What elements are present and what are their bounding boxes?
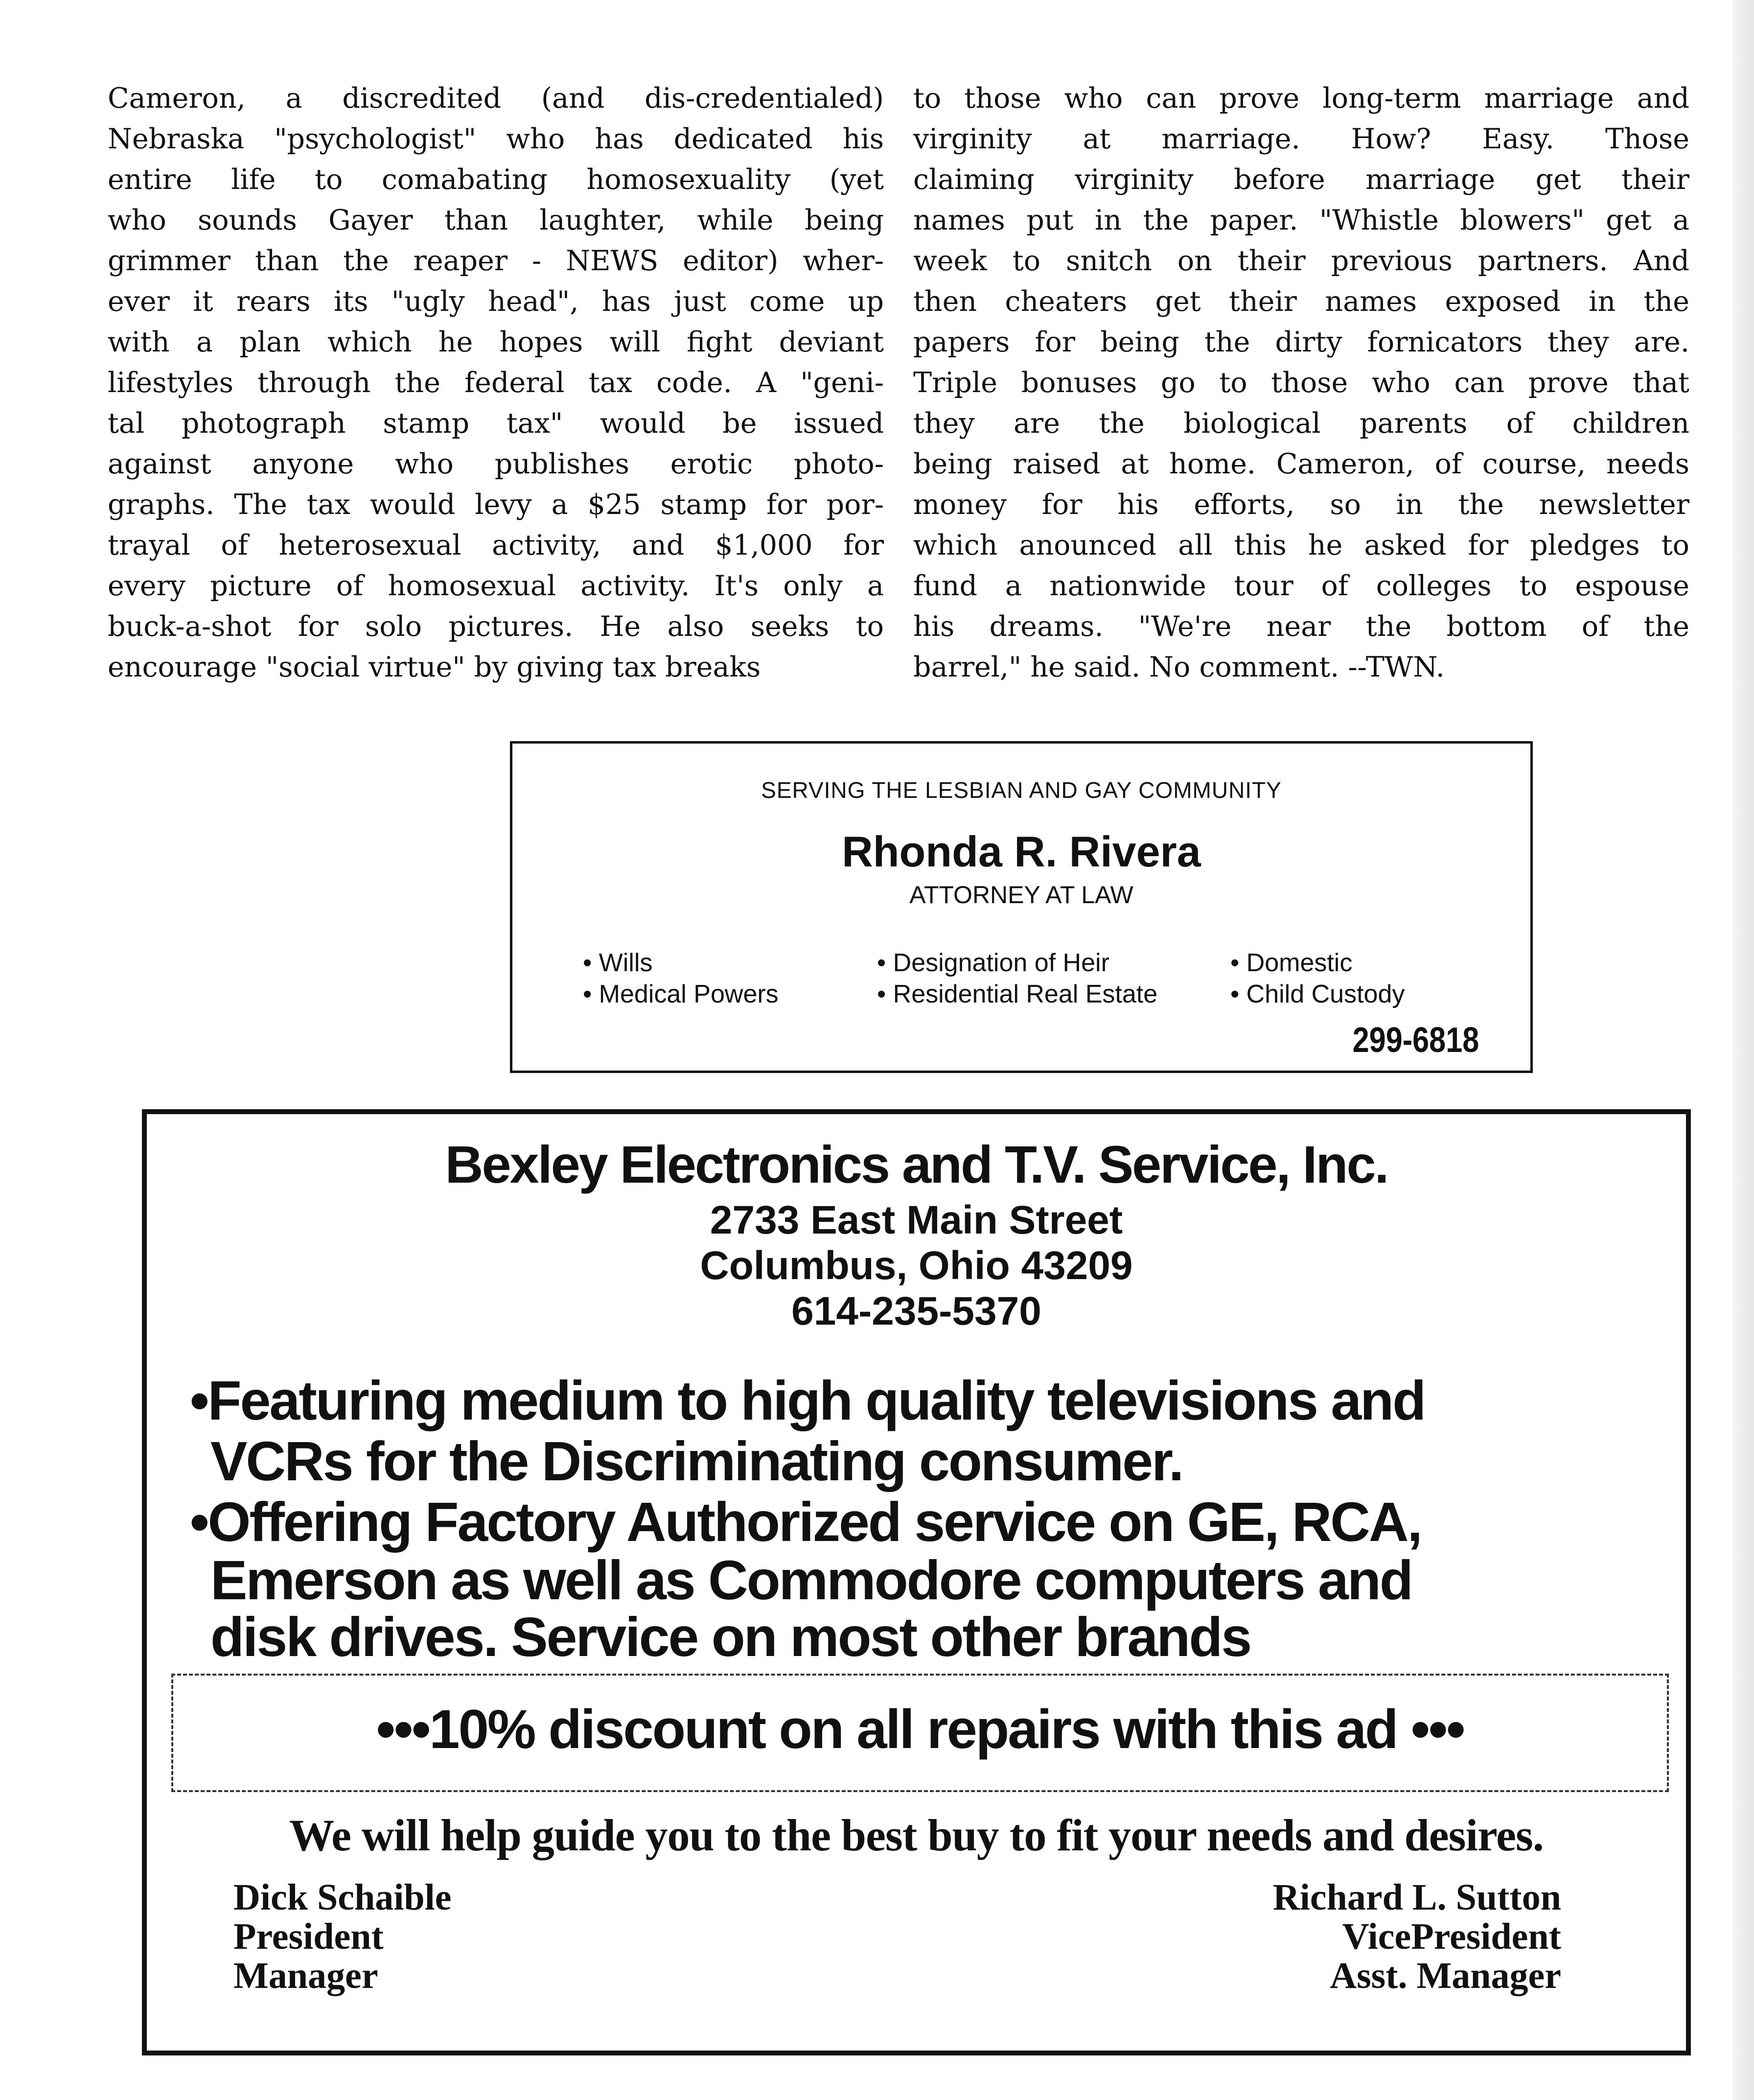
article-line: which anounced all this he asked for pledges to	[913, 529, 1689, 561]
feature-line: disk drives. Service on most other brands	[210, 1606, 1251, 1668]
service-item: • Designation of Heir	[877, 949, 1109, 977]
feature-line: •Offering Factory Authorized service on GE, RCA,	[190, 1491, 1421, 1553]
article-line: entire life to comabating homosexuality (yet	[108, 163, 884, 196]
feature-line: VCRs for the Discriminating consumer.	[210, 1430, 1183, 1492]
address-line-1: 2733 East Main Street	[710, 1198, 1123, 1242]
bexley-electronics-ad	[142, 1109, 1691, 2055]
contact-role: Manager	[233, 1955, 378, 1996]
article-line: papers for being the dirty fornicators they are.	[913, 326, 1689, 358]
article-line: Cameron, a discredited (and dis-credentialed)	[108, 82, 884, 115]
article-line: graphs. The tax would levy a $25 stamp for por-	[108, 489, 884, 521]
guide-slogan: We will help guide you to the best buy to fit your needs and desires.	[289, 1810, 1544, 1860]
article-line: Triple bonuses go to those who can prove that	[913, 367, 1689, 399]
article-line: with a plan which he hopes will fight deviant	[108, 326, 884, 358]
service-item: • Wills	[583, 949, 653, 977]
article-line: every picture of homosexual activity. It's only a	[108, 570, 884, 602]
discount-text: •••10% discount on all repairs with this ad •••	[376, 1699, 1464, 1760]
article-left-column	[108, 78, 884, 688]
feature-line: Emerson as well as Commodore computers and	[210, 1549, 1412, 1611]
feature-line: •Featuring medium to high quality televisions and	[190, 1370, 1425, 1431]
service-item: • Medical Powers	[583, 980, 779, 1008]
left-contact	[233, 1878, 452, 1995]
article-line: they are the biological parents of children	[913, 407, 1689, 440]
business-name: Bexley Electronics and T.V. Service, Inc.	[445, 1135, 1388, 1194]
article-line: then cheaters get their names exposed in the	[913, 285, 1689, 318]
article-line: week to snitch on their previous partners. And	[913, 245, 1689, 277]
page-edge	[1732, 0, 1754, 2100]
article-line: money for his efforts, so in the newsletter	[913, 489, 1689, 521]
article-line: who sounds Gayer than laughter, while being	[108, 204, 884, 236]
attorney-phone: 299-6818	[1352, 1021, 1479, 1060]
service-item: • Residential Real Estate	[877, 980, 1158, 1008]
address-line-2: Columbus, Ohio 43209	[700, 1243, 1133, 1288]
service-item: • Child Custody	[1230, 980, 1405, 1008]
article-line: barrel," he said. No comment. --TWN.	[913, 651, 1445, 683]
contact-name: Dick Schaible	[233, 1877, 452, 1918]
contact-role: VicePresident	[1342, 1916, 1561, 1957]
article-line: grimmer than the reaper - NEWS editor) wher-	[108, 245, 884, 277]
rivera-attorney-ad	[510, 741, 1533, 1073]
article-line: names put in the paper. "Whistle blowers" get a	[913, 204, 1689, 236]
article-line: against anyone who publishes erotic photo-	[108, 448, 884, 480]
article-line: ever it rears its "ugly head", has just come up	[108, 285, 884, 318]
right-contact	[1273, 1878, 1561, 1995]
article-line: fund a nationwide tour of colleges to espouse	[913, 570, 1689, 602]
article-line: virginity at marriage. How? Easy. Those	[913, 123, 1689, 155]
article-line: lifestyles through the federal tax code. A "geni-	[108, 367, 884, 399]
service-item: • Domestic	[1230, 949, 1353, 977]
contact-role: Asst. Manager	[1330, 1955, 1561, 1996]
article-line: to those who can prove long-term marriage and	[913, 82, 1689, 115]
article-line: encourage "social virtue" by giving tax breaks	[108, 651, 761, 683]
attorney-name: Rhonda R. Rivera	[842, 827, 1201, 876]
ad-tagline: SERVING THE LESBIAN AND GAY COMMUNITY	[761, 777, 1282, 803]
attorney-title: ATTORNEY AT LAW	[909, 881, 1133, 909]
article-line: Nebraska "psychologist" who has dedicated his	[108, 123, 884, 155]
article-line: being raised at home. Cameron, of course, needs	[913, 448, 1689, 480]
contact-role: President	[233, 1916, 384, 1957]
article-line: buck-a-shot for solo pictures. He also seeks to	[108, 610, 884, 643]
discount-coupon	[171, 1674, 1669, 1792]
business-phone: 614-235-5370	[791, 1289, 1041, 1333]
article-line: tal photograph stamp tax" would be issued	[108, 407, 884, 440]
article-line: claiming virginity before marriage get their	[913, 163, 1689, 196]
article-line: trayal of heterosexual activity, and $1,000 for	[108, 529, 884, 561]
article-line: his dreams. "We're near the bottom of the	[913, 610, 1689, 643]
contact-name: Richard L. Sutton	[1272, 1877, 1561, 1918]
article-right-column	[913, 78, 1689, 688]
